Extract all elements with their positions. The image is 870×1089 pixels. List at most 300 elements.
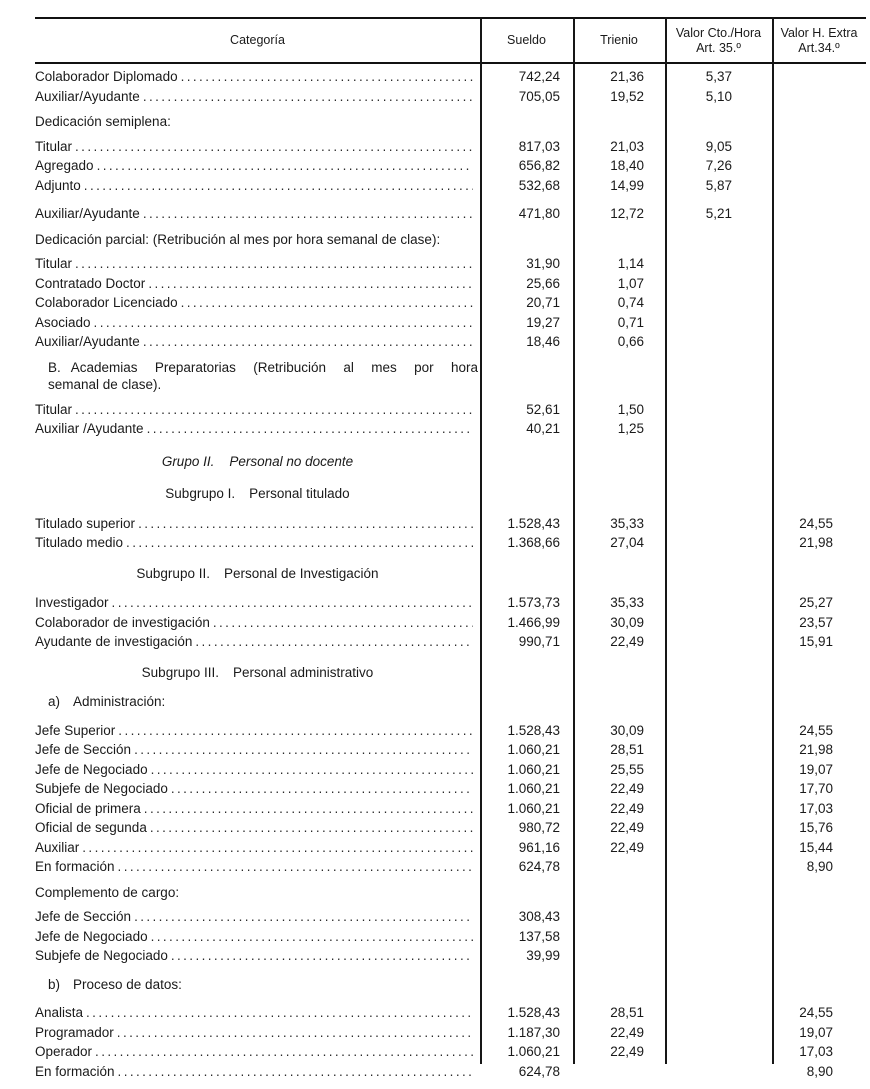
table-row <box>35 613 866 633</box>
category-label: Investigador <box>35 595 109 610</box>
salary-table <box>35 17 866 1079</box>
trienio-cell: 35,33 <box>610 595 644 610</box>
category-label: Operador <box>35 1044 93 1059</box>
group-label: Personal no docente <box>229 453 354 469</box>
trienio-cell: 35,33 <box>610 515 644 531</box>
subsection-label: Administración: <box>73 694 166 709</box>
dot-leader <box>213 613 473 633</box>
trienio-cell: 22,49 <box>610 800 644 816</box>
note-line1 <box>48 359 478 377</box>
subgroup-heading <box>35 564 480 584</box>
cto-hora-cell <box>665 721 772 741</box>
category-label: Contratado Doctor <box>35 275 146 291</box>
sueldo-cell: 1.368,66 <box>507 535 560 550</box>
category-cell <box>35 419 480 439</box>
category-label: Titulado superior <box>35 515 136 531</box>
table-row <box>35 419 866 439</box>
trienio-cell: 0,71 <box>617 314 644 330</box>
sueldo-cell: 1.573,73 <box>507 595 560 610</box>
trienio-cell <box>573 907 665 927</box>
table-row <box>35 533 866 553</box>
category-label: Subjefe de Negociado <box>35 781 168 796</box>
dot-leader <box>144 799 473 819</box>
cto-hora-cell: 7,26 <box>705 158 732 173</box>
header-categoria-label: Categoría <box>230 33 285 48</box>
table-row <box>35 721 866 741</box>
trienio-cell: 18,40 <box>610 158 644 173</box>
category-label: Colaborador Licenciado <box>35 295 178 310</box>
cto-hora-cell <box>665 799 772 819</box>
table-row <box>35 137 866 157</box>
dot-leader <box>181 293 473 313</box>
trienio-cell: 30,09 <box>610 614 644 630</box>
dot-leader <box>86 1003 473 1023</box>
sueldo-cell: 39,99 <box>526 948 560 963</box>
category-label: Jefe de Sección <box>35 909 132 924</box>
dot-leader <box>94 313 473 333</box>
category-label: En formación <box>35 1063 115 1079</box>
sueldo-cell: 1.060,21 <box>507 1044 560 1059</box>
dot-leader <box>134 907 473 927</box>
category-cell <box>35 907 480 927</box>
cto-hora-cell <box>665 254 772 274</box>
sueldo-cell: 1.466,99 <box>507 614 560 630</box>
cto-hora-cell <box>665 927 772 947</box>
h-extra-cell: 17,03 <box>799 800 833 816</box>
dot-leader <box>171 779 473 799</box>
category-label: Colaborador Diplomado <box>35 69 178 84</box>
sueldo-cell: 980,72 <box>518 820 560 835</box>
dot-leader <box>143 332 473 352</box>
note-marker: B. <box>48 359 61 375</box>
dot-leader <box>112 593 473 613</box>
h-extra-cell: 17,70 <box>799 781 833 796</box>
category-label: Jefe Superior <box>35 722 116 738</box>
header-trienio-label: Trienio <box>600 33 638 48</box>
subgroup-label: Personal titulado <box>249 486 350 501</box>
header-valor-h-extra-line2: Art.34.º <box>798 40 840 55</box>
sueldo-cell: 1.528,43 <box>507 722 560 738</box>
trienio-cell <box>573 927 665 947</box>
dot-leader <box>118 1062 473 1082</box>
table-row <box>35 593 866 613</box>
column-divider-h-extra <box>772 17 774 1064</box>
cto-hora-cell: 5,87 <box>705 177 732 193</box>
category-label: Jefe de Negociado <box>35 928 148 944</box>
group-number: Grupo II. <box>161 453 215 469</box>
category-cell <box>35 857 480 877</box>
sueldo-cell: 40,21 <box>526 421 560 436</box>
h-extra-cell: 23,57 <box>799 614 833 630</box>
category-label: Auxiliar <box>35 839 80 855</box>
h-extra-cell: 17,03 <box>799 1044 833 1059</box>
table-row <box>35 632 866 652</box>
trienio-cell <box>573 946 665 966</box>
h-extra-cell: 15,91 <box>799 634 833 649</box>
cto-hora-cell <box>665 419 772 439</box>
trienio-cell: 0,74 <box>617 295 644 310</box>
category-label: Colaborador de investigación <box>35 614 210 630</box>
h-extra-cell <box>772 293 866 313</box>
table-header <box>35 17 866 64</box>
sueldo-cell: 20,71 <box>526 295 560 310</box>
trienio-cell: 28,51 <box>610 1005 644 1020</box>
category-label: Analista <box>35 1005 84 1020</box>
category-cell <box>35 1042 480 1062</box>
trienio-cell: 22,49 <box>610 1024 644 1040</box>
h-extra-cell <box>772 137 866 157</box>
dot-leader <box>181 67 473 87</box>
cto-hora-cell <box>665 533 772 553</box>
h-extra-cell <box>772 332 866 352</box>
subgroup-heading <box>35 484 480 504</box>
h-extra-cell <box>772 400 866 420</box>
category-label: Auxiliar/Ayudante <box>35 206 140 221</box>
table-row <box>35 514 866 534</box>
category-label: Titulado medio <box>35 535 124 550</box>
column-divider-sueldo <box>480 17 482 1064</box>
table-row <box>35 857 866 877</box>
category-cell <box>35 1023 480 1043</box>
category-label: Agregado <box>35 158 94 173</box>
trienio-cell: 21,03 <box>610 138 644 154</box>
h-extra-cell: 24,55 <box>799 515 833 531</box>
sueldo-cell: 990,71 <box>518 634 560 649</box>
trienio-cell: 28,51 <box>610 742 644 757</box>
h-extra-cell <box>772 254 866 274</box>
dot-leader <box>82 838 473 858</box>
category-label: Jefe de Sección <box>35 742 132 757</box>
table-rows <box>35 64 866 1081</box>
cto-hora-cell <box>665 907 772 927</box>
category-cell <box>35 838 480 858</box>
category-cell <box>35 632 480 652</box>
dot-leader <box>118 721 473 741</box>
trienio-cell: 22,49 <box>610 634 644 649</box>
category-label: Titular <box>35 256 73 271</box>
trienio-cell: 12,72 <box>610 206 644 221</box>
table-row <box>35 1003 866 1023</box>
category-cell <box>35 533 480 553</box>
trienio-cell <box>573 1062 665 1082</box>
cto-hora-cell: 5,21 <box>705 206 732 221</box>
note-text: Academias Preparatorias (Retribución al mes por hora <box>70 359 478 375</box>
category-cell <box>35 204 480 224</box>
sueldo-cell: 471,80 <box>518 206 560 221</box>
h-extra-cell: 8,90 <box>806 1063 833 1079</box>
category-cell <box>35 293 480 313</box>
subgroup-number: Subgrupo I. <box>165 486 236 501</box>
cto-hora-cell <box>665 760 772 780</box>
category-label: Subjefe de Negociado <box>35 948 168 963</box>
sueldo-cell: 31,90 <box>526 256 560 271</box>
trienio-cell: 19,52 <box>610 88 644 104</box>
h-extra-cell <box>772 176 866 196</box>
dot-leader <box>75 137 473 157</box>
trienio-cell: 22,49 <box>610 781 644 796</box>
table-row <box>35 313 866 333</box>
table-row <box>35 799 866 819</box>
category-label: Ayudante de investigación <box>35 634 193 649</box>
sueldo-cell: 656,82 <box>518 158 560 173</box>
category-cell <box>35 818 480 838</box>
dot-leader <box>147 419 473 439</box>
category-cell <box>35 274 480 294</box>
dot-leader <box>171 946 473 966</box>
column-divider-cto-hora <box>665 17 667 1064</box>
category-cell <box>35 740 480 760</box>
sueldo-cell: 1.187,30 <box>507 1024 560 1040</box>
h-extra-cell: 21,98 <box>799 535 833 550</box>
sueldo-cell: 817,03 <box>518 138 560 154</box>
subgroup-label: Personal administrativo <box>232 664 374 680</box>
cto-hora-cell <box>665 613 772 633</box>
h-extra-cell <box>772 156 866 176</box>
table-row <box>35 907 866 927</box>
category-cell <box>35 760 480 780</box>
sueldo-cell: 1.060,21 <box>507 761 560 777</box>
cto-hora-cell <box>665 1062 772 1082</box>
category-cell <box>35 400 480 420</box>
category-label: En formación <box>35 859 115 874</box>
column-divider-trienio <box>573 17 575 1064</box>
h-extra-cell: 21,98 <box>799 742 833 757</box>
sueldo-cell: 1.060,21 <box>507 742 560 757</box>
dot-leader <box>117 1023 473 1043</box>
section-heading: Dedicación semiplena: <box>35 114 171 129</box>
dot-leader <box>143 204 473 224</box>
dot-leader <box>75 400 473 420</box>
table-row <box>35 1062 866 1082</box>
cto-hora-cell: 5,37 <box>705 69 732 84</box>
dot-leader <box>97 156 473 176</box>
table-row <box>35 293 866 313</box>
h-extra-cell <box>772 313 866 333</box>
table-row <box>35 400 866 420</box>
sueldo-cell: 1.060,21 <box>507 781 560 796</box>
h-extra-cell <box>772 907 866 927</box>
category-cell <box>35 779 480 799</box>
header-valor-h-extra <box>772 26 866 55</box>
header-sueldo <box>480 33 573 48</box>
subsection-heading <box>48 692 866 712</box>
table-row <box>35 1023 866 1043</box>
cto-hora-cell <box>665 946 772 966</box>
table-row <box>35 67 866 87</box>
category-cell <box>35 799 480 819</box>
header-trienio <box>573 33 665 48</box>
trienio-cell: 25,55 <box>610 761 644 777</box>
trienio-cell: 1,25 <box>617 421 644 436</box>
h-extra-cell <box>772 419 866 439</box>
category-cell <box>35 613 480 633</box>
dot-leader <box>138 514 473 534</box>
table-row <box>35 156 866 176</box>
trienio-cell <box>573 857 665 877</box>
category-cell <box>35 137 480 157</box>
category-cell <box>35 67 480 87</box>
category-cell <box>35 254 480 274</box>
category-label: Auxiliar /Ayudante <box>35 421 144 436</box>
trienio-cell: 22,49 <box>610 1044 644 1059</box>
sueldo-cell: 624,78 <box>518 859 560 874</box>
h-extra-cell <box>772 67 866 87</box>
section-heading: Complemento de cargo: <box>35 884 180 900</box>
sueldo-cell: 18,46 <box>526 334 560 349</box>
h-extra-cell: 15,76 <box>799 820 833 835</box>
header-valor-cto-hora <box>665 26 772 55</box>
sueldo-cell: 1.060,21 <box>507 800 560 816</box>
header-valor-cto-hora-line2: Art. 35.º <box>696 40 741 55</box>
table-row <box>35 204 866 224</box>
subgroup-number: Subgrupo II. <box>136 565 210 581</box>
category-cell <box>35 721 480 741</box>
trienio-cell: 14,99 <box>610 177 644 193</box>
cto-hora-cell <box>665 313 772 333</box>
sueldo-cell: 961,16 <box>518 839 560 855</box>
cto-hora-cell <box>665 332 772 352</box>
cto-hora-cell <box>665 838 772 858</box>
subgroup-number: Subgrupo III. <box>141 664 219 680</box>
sueldo-cell: 52,61 <box>526 401 560 417</box>
category-cell <box>35 1062 480 1082</box>
cto-hora-cell <box>665 293 772 313</box>
cto-hora-cell <box>665 274 772 294</box>
cto-hora-cell <box>665 779 772 799</box>
h-extra-cell <box>772 204 866 224</box>
subgroup-heading <box>35 663 480 683</box>
header-valor-h-extra-line1: Valor H. Extra <box>780 26 858 40</box>
header-sueldo-label: Sueldo <box>507 33 546 48</box>
category-cell <box>35 87 480 107</box>
sueldo-cell: 1.528,43 <box>507 515 560 531</box>
dot-leader <box>118 857 473 877</box>
dot-leader <box>151 927 473 947</box>
category-label: Oficial de segunda <box>35 820 147 835</box>
table-row <box>35 254 866 274</box>
sueldo-cell: 308,43 <box>518 909 560 924</box>
h-extra-cell: 24,55 <box>799 1005 833 1020</box>
cto-hora-cell <box>665 593 772 613</box>
h-extra-cell <box>772 274 866 294</box>
table-row <box>35 274 866 294</box>
sueldo-cell: 705,05 <box>518 88 560 104</box>
subsection-marker: a) <box>48 694 61 709</box>
dot-leader <box>143 87 473 107</box>
trienio-cell: 1,14 <box>617 256 644 271</box>
category-cell <box>35 1003 480 1023</box>
table-row <box>35 760 866 780</box>
group-heading <box>35 452 480 472</box>
h-extra-cell: 8,90 <box>806 859 833 874</box>
category-cell <box>35 514 480 534</box>
cto-hora-cell <box>665 1023 772 1043</box>
h-extra-cell: 25,27 <box>799 595 833 610</box>
category-label: Oficial de primera <box>35 800 141 816</box>
subsection-marker: b) <box>48 976 61 992</box>
table-row <box>35 818 866 838</box>
category-label: Auxiliar/Ayudante <box>35 334 140 349</box>
category-label: Adjunto <box>35 177 81 193</box>
section-heading: Dedicación parcial: (Retribución al mes por hora semanal de clase): <box>35 231 441 247</box>
trienio-cell: 21,36 <box>610 69 644 84</box>
dot-leader <box>148 274 473 294</box>
dot-leader <box>95 1042 473 1062</box>
cto-hora-cell <box>665 514 772 534</box>
cto-hora-cell: 5,10 <box>705 88 732 104</box>
trienio-cell: 22,49 <box>610 820 644 835</box>
dot-leader <box>151 760 473 780</box>
dot-leader <box>150 818 473 838</box>
category-cell <box>35 156 480 176</box>
dot-leader <box>84 176 473 196</box>
cto-hora-cell <box>665 1003 772 1023</box>
subgroup-label: Personal de Investigación <box>223 565 379 581</box>
cto-hora-cell <box>665 1042 772 1062</box>
h-extra-cell <box>772 946 866 966</box>
cto-hora-cell <box>665 400 772 420</box>
dot-leader <box>126 533 473 553</box>
dot-leader <box>75 254 473 274</box>
subsection-heading <box>48 975 866 995</box>
category-cell <box>35 176 480 196</box>
note-line2: semanal de clase). <box>48 377 162 392</box>
table-row <box>35 87 866 107</box>
h-extra-cell: 19,07 <box>799 761 833 777</box>
trienio-cell: 22,49 <box>610 839 644 855</box>
trienio-cell: 0,66 <box>617 334 644 349</box>
table-row <box>35 927 866 947</box>
sueldo-cell: 137,58 <box>518 928 560 944</box>
table-row <box>35 176 866 196</box>
cto-hora-cell <box>665 857 772 877</box>
h-extra-cell: 15,44 <box>799 839 833 855</box>
table-row <box>35 779 866 799</box>
category-label: Titular <box>35 401 73 417</box>
h-extra-cell <box>772 87 866 107</box>
subsection-label: Proceso de datos: <box>73 976 182 992</box>
category-cell <box>35 313 480 333</box>
trienio-cell: 30,09 <box>610 722 644 738</box>
cto-hora-cell <box>665 632 772 652</box>
category-cell <box>35 946 480 966</box>
h-extra-cell <box>772 927 866 947</box>
category-label: Auxiliar/Ayudante <box>35 88 140 104</box>
sueldo-cell: 532,68 <box>518 177 560 193</box>
cto-hora-cell <box>665 740 772 760</box>
sueldo-cell: 19,27 <box>526 314 560 330</box>
table-row <box>35 946 866 966</box>
dot-leader <box>195 632 473 652</box>
category-cell <box>35 593 480 613</box>
table-row <box>35 740 866 760</box>
category-cell <box>35 332 480 352</box>
table-row <box>35 838 866 858</box>
note-paragraph <box>48 359 478 394</box>
category-label: Asociado <box>35 314 91 330</box>
sueldo-cell: 25,66 <box>526 275 560 291</box>
trienio-cell: 1,50 <box>617 401 644 417</box>
dot-leader <box>134 740 473 760</box>
cto-hora-cell: 9,05 <box>705 138 732 154</box>
header-categoria <box>35 33 480 48</box>
header-valor-cto-hora-line1: Valor Cto./Hora <box>675 26 762 40</box>
category-label: Jefe de Negociado <box>35 761 148 777</box>
sueldo-cell: 624,78 <box>518 1063 560 1079</box>
table-row <box>35 1042 866 1062</box>
sueldo-cell: 742,24 <box>518 69 560 84</box>
table-row <box>35 332 866 352</box>
